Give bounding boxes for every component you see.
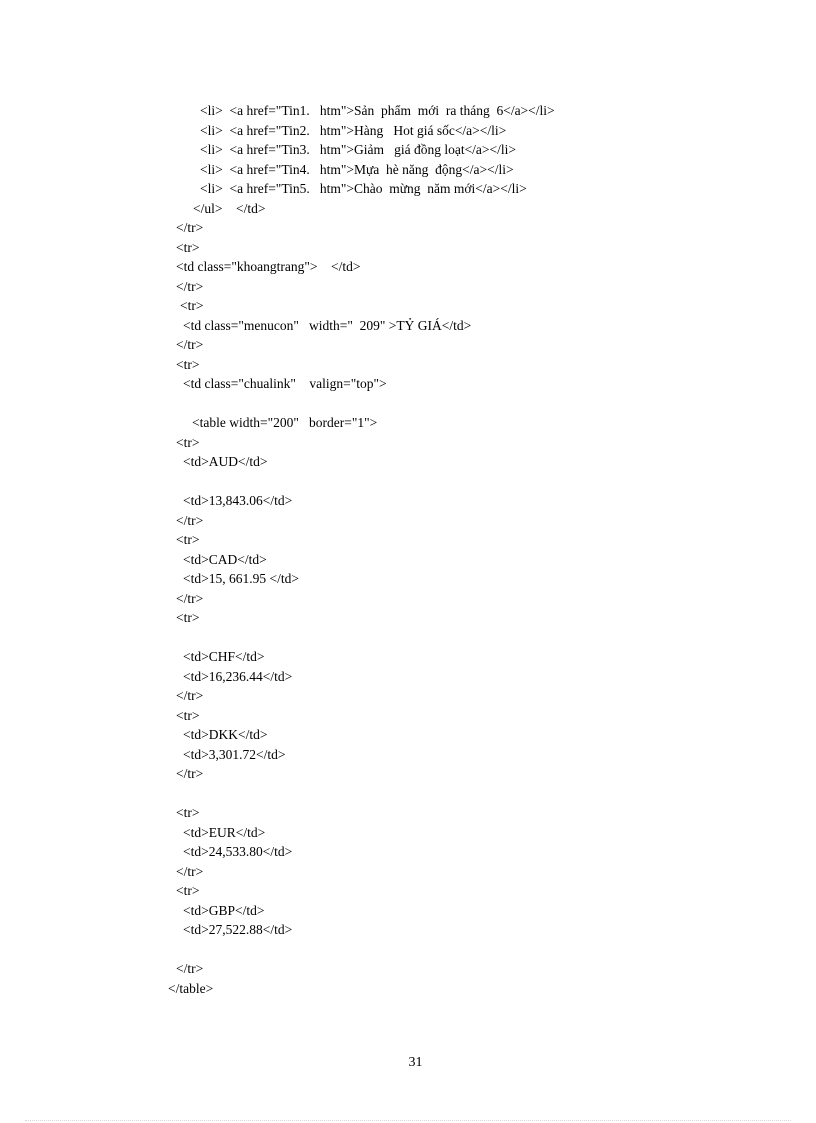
code-line: </tr> [176, 337, 204, 352]
code-line: <td>27,522.88</td> [183, 922, 293, 937]
code-line: <tr> [176, 434, 200, 450]
code-line: <li> <a href="Tin4. htm">Mựa hè năng động</a></li> [200, 161, 514, 177]
code-line: <tr> [176, 610, 200, 625]
code-line: <td>DKK</td> [183, 727, 268, 742]
code-line: <td>16,236.44</td> [183, 668, 293, 684]
code-line: </table> [168, 980, 214, 996]
code-line: <td>GBP</td> [183, 902, 265, 918]
code-line: <table width="200" border="1"> [192, 415, 378, 430]
code-line: <tr> [176, 805, 200, 820]
page-number: 31 [408, 1055, 423, 1070]
code-line: <td class="chualink" valign="top"> [183, 376, 387, 391]
code-line: </tr> [176, 220, 204, 235]
code-line: <li> <a href="Tin2. htm">Hàng Hot giá sốc</a></li> [200, 122, 507, 138]
code-line: <li> <a href="Tin1. htm">Sản phẩm mới ra tháng 6</a></li> [200, 103, 555, 118]
code-line: <td>15, 661.95 </td> [183, 571, 299, 586]
code-line: </tr> [176, 766, 204, 781]
code-line: <td>13,843.06</td> [183, 493, 293, 508]
code-line: <li> <a href="Tin3. htm">Giảm giá đồng loạt</a></li> [200, 142, 517, 157]
code-line: <tr> [176, 707, 200, 723]
code-line: <td>CHF</td> [183, 649, 265, 664]
code-line: <li> <a href="Tin5. htm">Chào mừng năm mới</a></li> [200, 181, 527, 196]
page-bottom-divider [25, 1120, 791, 1121]
code-line: <td class="menucon" width=" 209" >TỶ GIÁ</td> [183, 317, 472, 333]
code-line: </tr> [176, 688, 204, 703]
code-line: <tr> [180, 298, 204, 313]
code-line: <td>EUR</td> [183, 824, 266, 840]
code-line: </tr> [176, 863, 204, 879]
code-line: <tr> [176, 532, 200, 547]
code-line: </tr> [176, 512, 204, 528]
code-line: </tr> [176, 590, 204, 606]
code-line: </ul> </td> [193, 200, 266, 216]
code-line: <tr> [176, 883, 200, 898]
code-line: <tr> [176, 239, 200, 255]
code-line: <td>24,533.80</td> [183, 844, 293, 859]
code-line: <tr> [176, 356, 200, 372]
code-line: </tr> [176, 961, 204, 976]
code-line: <td class="khoangtrang"> </td> [176, 259, 361, 274]
code-line: <td>CAD</td> [183, 551, 267, 567]
code-line: <td>AUD</td> [183, 454, 268, 469]
code-line: </tr> [176, 278, 204, 294]
code-line: <td>3,301.72</td> [183, 746, 286, 762]
